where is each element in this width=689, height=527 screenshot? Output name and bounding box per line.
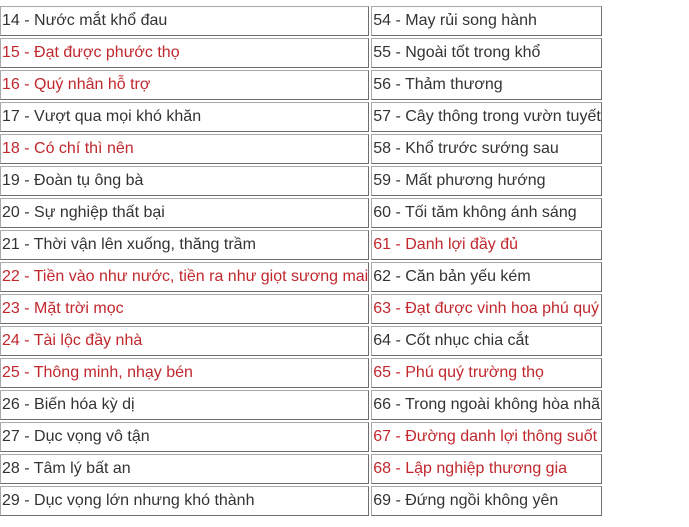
table-cell-right: 56 - Thảm thương bbox=[371, 70, 602, 100]
table-row bbox=[0, 70, 602, 100]
table-cell-right: 66 - Trong ngoài không hòa nhã bbox=[371, 390, 602, 420]
table-cell-right: 65 - Phú quý trường thọ bbox=[371, 358, 602, 388]
table-row bbox=[0, 454, 602, 484]
table-cell-left: 24 - Tài lộc đầy nhà bbox=[0, 326, 369, 356]
table-row bbox=[0, 166, 602, 196]
table-cell-left: 25 - Thông minh, nhạy bén bbox=[0, 358, 369, 388]
table-cell-left: 16 - Quý nhân hỗ trợ bbox=[0, 70, 369, 100]
number-meaning-table bbox=[0, 4, 604, 518]
table-row bbox=[0, 102, 602, 132]
table-row bbox=[0, 230, 602, 260]
table-row bbox=[0, 326, 602, 356]
table-cell-left: 26 - Biến hóa kỳ dị bbox=[0, 390, 369, 420]
table-cell-left: 27 - Dục vọng vô tận bbox=[0, 422, 369, 452]
table-cell-right: 68 - Lập nghiệp thương gia bbox=[371, 454, 602, 484]
table-cell-left: 21 - Thời vận lên xuống, thăng trầm bbox=[0, 230, 369, 260]
table-cell-right: 64 - Cốt nhục chia cắt bbox=[371, 326, 602, 356]
table-cell-left: 19 - Đoàn tụ ông bà bbox=[0, 166, 369, 196]
table-cell-right: 60 - Tối tăm không ánh sáng bbox=[371, 198, 602, 228]
table-cell-left: 17 - Vượt qua mọi khó khăn bbox=[0, 102, 369, 132]
table-row bbox=[0, 38, 602, 68]
table-cell-right: 67 - Đường danh lợi thông suốt bbox=[371, 422, 602, 452]
table-row bbox=[0, 6, 602, 36]
table-cell-right: 58 - Khổ trước sướng sau bbox=[371, 134, 602, 164]
table-row bbox=[0, 134, 602, 164]
table-row bbox=[0, 198, 602, 228]
table-cell-left: 23 - Mặt trời mọc bbox=[0, 294, 369, 324]
table-row bbox=[0, 422, 602, 452]
table-body bbox=[0, 6, 602, 516]
table-row bbox=[0, 358, 602, 388]
table-cell-left: 15 - Đạt được phước thọ bbox=[0, 38, 369, 68]
table-cell-left: 22 - Tiền vào như nước, tiền ra như giọt sương mai bbox=[0, 262, 369, 292]
table-row bbox=[0, 262, 602, 292]
table-cell-left: 18 - Có chí thì nên bbox=[0, 134, 369, 164]
table-cell-right: 55 - Ngoài tốt trong khổ bbox=[371, 38, 602, 68]
table-cell-right: 61 - Danh lợi đầy đủ bbox=[371, 230, 602, 260]
table-cell-right: 62 - Căn bản yếu kém bbox=[371, 262, 602, 292]
table-cell-right: 54 - May rủi song hành bbox=[371, 6, 602, 36]
table-cell-left: 20 - Sự nghiệp thất bại bbox=[0, 198, 369, 228]
table-row bbox=[0, 390, 602, 420]
table-cell-left: 28 - Tâm lý bất an bbox=[0, 454, 369, 484]
table-cell-right: 59 - Mất phương hướng bbox=[371, 166, 602, 196]
table-cell-right: 57 - Cây thông trong vườn tuyết bbox=[371, 102, 602, 132]
table-row bbox=[0, 486, 602, 516]
table-cell-right: 63 - Đạt được vinh hoa phú quý bbox=[371, 294, 602, 324]
table-cell-left: 14 - Nước mắt khổ đau bbox=[0, 6, 369, 36]
table-row bbox=[0, 294, 602, 324]
table-cell-left: 29 - Dục vọng lớn nhưng khó thành bbox=[0, 486, 369, 516]
table-cell-right: 69 - Đứng ngồi không yên bbox=[371, 486, 602, 516]
